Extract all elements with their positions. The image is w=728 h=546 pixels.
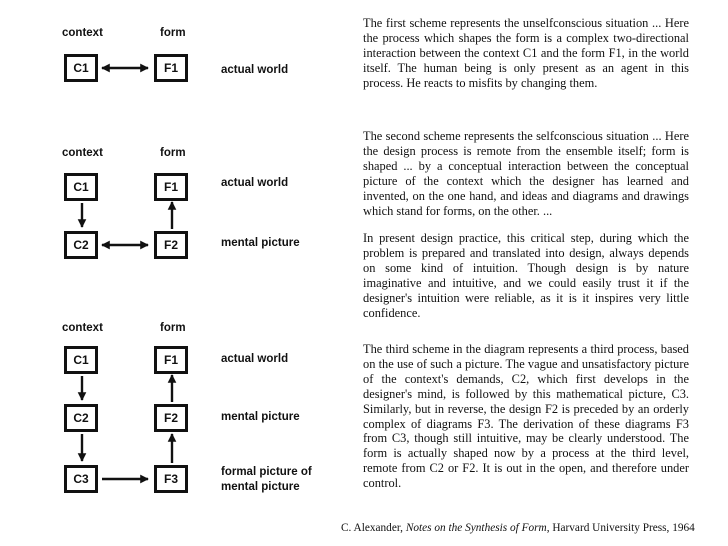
f3-box: F3 xyxy=(154,465,188,493)
context-label: context xyxy=(62,322,103,334)
context-label: context xyxy=(62,147,103,159)
paragraph-design-practice: In present design practice, this critical step, during which the problem is prepared and translated into design, always depends on some kind of intuition. Though design is by nature imaginative and intuitive, and we could easily trust it if the designer's intuition were reliable, as it is it inspires very little confidence. xyxy=(363,231,689,320)
paragraph-second-scheme: The second scheme represents the selfconscious situation ... Here the design process is remote from the ensemble itself; form is shaped ... by a conceptual interaction between the conceptual picture of the context which the designer has learned and invented, on the one hand, and ideas and diagrams and drawings which stand for forms, on the other. ... xyxy=(363,129,689,218)
level-label-mental-picture: mental picture xyxy=(221,411,300,423)
citation xyxy=(341,522,695,534)
citation-publisher: , Harvard University Press, 1964 xyxy=(546,522,695,534)
f2-box: F2 xyxy=(154,231,188,259)
c3-box: C3 xyxy=(64,465,98,493)
level-label-formal-picture: formal picture of mental picture xyxy=(221,466,312,493)
paragraph-third-scheme: The third scheme in the diagram represents a third process, based on the use of such a picture. The vague and unsatisfactory picture of the context's demands, C2, which first develops in the designer's mind, is followed by this mathematical picture, C3. Similarly, but in reverse, the design F2 is preceded by an orderly complex of diagrams F3. The derivation of these diagrams F3 from C3, though still intuitive, may be clearly understood. The form is actually shaped now by a process at the third level, remote from C2 or F2. It is out in the open, and therefore under control. xyxy=(363,342,689,491)
c2-box: C2 xyxy=(64,231,98,259)
c1-box: C1 xyxy=(64,54,98,82)
context-label: context xyxy=(62,27,103,39)
form-label: form xyxy=(160,147,186,159)
c1-box: C1 xyxy=(64,173,98,201)
level-label-actual-world: actual world xyxy=(221,353,289,365)
level-label-actual-world: actual world xyxy=(221,64,289,76)
f1-box: F1 xyxy=(154,54,188,82)
citation-author: C. Alexander, xyxy=(341,522,406,534)
level-label-mental-picture: mental picture xyxy=(221,237,300,249)
f1-box: F1 xyxy=(154,173,188,201)
form-label: form xyxy=(160,322,186,334)
f2-box: F2 xyxy=(154,404,188,432)
paragraph-first-scheme: The first scheme represents the unselfconscious situation ... Here the process which shapes the form is a complex two-directional interaction between the context C1 and the form F1, in the world itself. The human being is only present as an agent in this process. He reacts to misfits by changing them. xyxy=(363,16,689,90)
c2-box: C2 xyxy=(64,404,98,432)
citation-title: Notes on the Synthesis of Form xyxy=(405,522,547,534)
form-label: form xyxy=(160,27,186,39)
f1-box: F1 xyxy=(154,346,188,374)
level-label-actual-world: actual world xyxy=(221,177,289,189)
c1-box: C1 xyxy=(64,346,98,374)
